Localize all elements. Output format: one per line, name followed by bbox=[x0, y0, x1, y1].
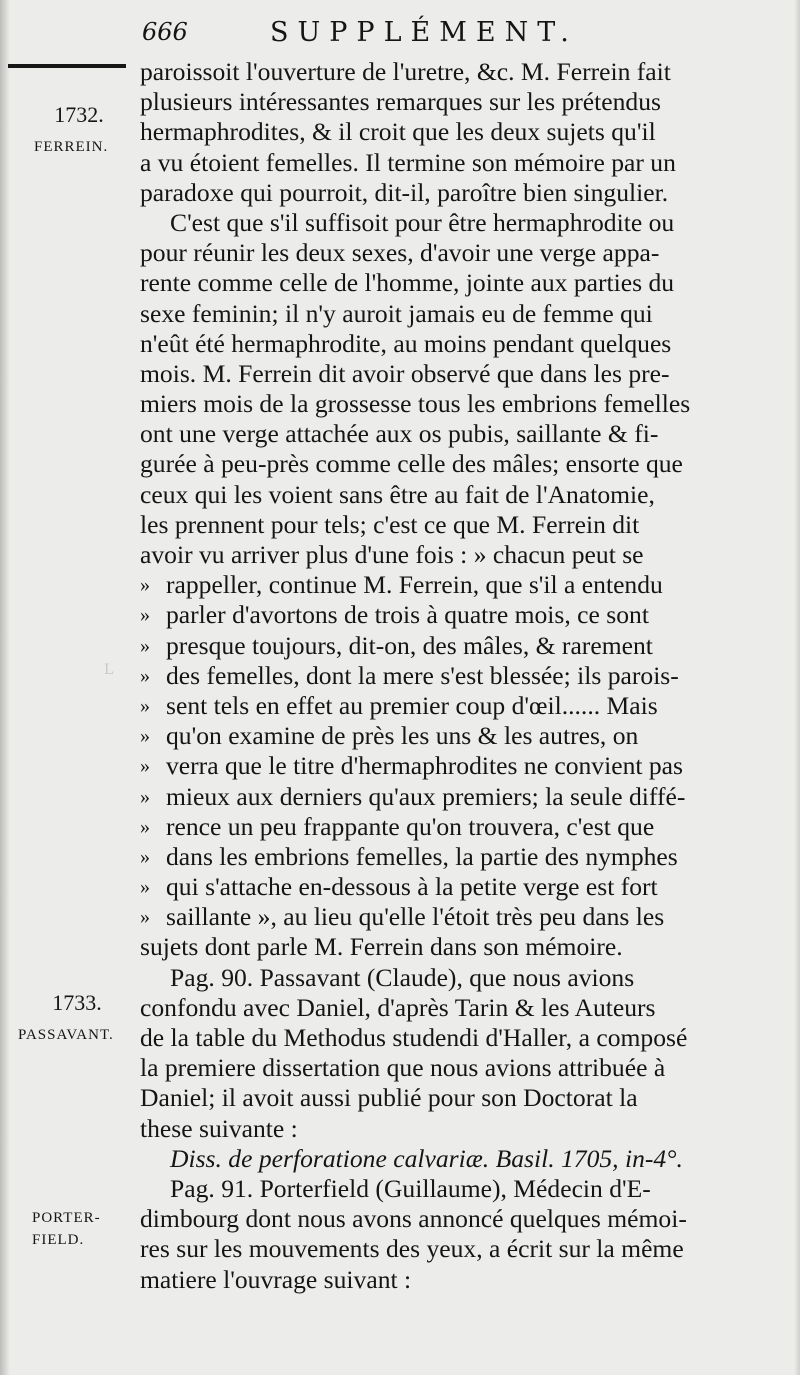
text-line: n'eût été hermaphrodite, au moins pendant quelques bbox=[140, 328, 672, 358]
paragraph-start-line: C'est que s'il suffisoit pour être hermaphrodite ou bbox=[170, 207, 675, 237]
text-line: paradoxe qui pourroit, dit-il, paroître bien singulier. bbox=[140, 177, 669, 207]
quoted-line: » saillante », au lieu qu'elle l'étoit très peu dans les bbox=[140, 902, 760, 932]
running-head: SUPPLÉMENT. bbox=[270, 17, 578, 48]
quoted-line: » rappeller, continue M. Ferrein, que s'il a entendu bbox=[140, 570, 760, 600]
text-line: avoir vu arriver plus d'une fois : » chacun peut se bbox=[140, 540, 644, 569]
text-line: Daniel; il avoit aussi publié pour son Doctorat la bbox=[140, 1083, 638, 1113]
margin-name: PASSAVANT. bbox=[18, 1027, 114, 1043]
text-line: rente comme celle de l'homme, jointe aux parties du bbox=[140, 268, 675, 298]
page-gutter-shadow bbox=[0, 0, 10, 1375]
quoted-line: » verra que le titre d'hermaphrodites ne convient pas bbox=[140, 751, 760, 781]
quoted-line: » des femelles, dont la mere s'est blessée; ils parois- bbox=[140, 661, 760, 691]
quoted-line: » parler d'avortons de trois à quatre mois, ce sont bbox=[140, 600, 760, 630]
text-line: pour réunir les deux sexes, d'avoir une verge appa- bbox=[140, 238, 660, 268]
text-line: matiere l'ouvrage suivant : bbox=[140, 1264, 412, 1294]
quoted-line: » sent tels en effet au premier coup d'œil...... Mais bbox=[140, 691, 760, 721]
text-line: a vu étoient femelles. Il termine son mémoire par un bbox=[140, 147, 676, 177]
margin-name-continued: FIELD. bbox=[32, 1232, 85, 1248]
text-line: la premiere dissertation que nous avions attribuée à bbox=[140, 1053, 666, 1083]
text-line: ceux qui les voient sans être au fait de l'Anatomie, bbox=[140, 479, 655, 509]
quoted-line: » qui s'attache en-dessous à la petite verge est fort bbox=[140, 872, 760, 902]
margin-name: FERREIN. bbox=[34, 139, 109, 155]
margin-note-porterfield bbox=[32, 1210, 122, 1249]
margin-year: 1733. bbox=[52, 990, 102, 1015]
text-line: de la table du Methodus studendi d'Haller, a composé bbox=[140, 1023, 688, 1052]
page-edge-shadow bbox=[794, 0, 800, 1375]
margin-name: PORTER- bbox=[32, 1210, 101, 1226]
margin-year: 1732. bbox=[54, 102, 104, 127]
text-line: confondu avec Daniel, d'après Tarin & les Auteurs bbox=[140, 992, 656, 1022]
margin-rule bbox=[8, 64, 126, 68]
text-line: sexe feminin; il n'y auroit jamais eu de femme qui bbox=[140, 298, 653, 328]
margin-note-ferrein bbox=[34, 102, 124, 156]
text-line: mois. M. Ferrein dit avoir observé que dans les pre- bbox=[140, 358, 670, 388]
text-line: ont une verge attachée aux os pubis, saillante & fi- bbox=[140, 419, 659, 449]
text-line: gurée à peu-près comme celle des mâles; ensorte que bbox=[140, 449, 683, 479]
page-number: 666 bbox=[142, 18, 188, 46]
show-through-text: L bbox=[104, 662, 115, 678]
citation-line: Diss. de perforatione calvariæ. Basil. 1705, in-4°. bbox=[170, 1143, 683, 1173]
text-line: res sur les mouvements des yeux, a écrit sur la même bbox=[140, 1234, 684, 1264]
quoted-line: » qu'on examine de près les uns & les autres, on bbox=[140, 721, 760, 751]
text-line: dimbourg dont nous avons annoncé quelques mémoi- bbox=[140, 1204, 687, 1234]
paragraph-start-line: Pag. 91. Porterfield (Guillaume), Médecin d'E- bbox=[170, 1173, 651, 1203]
paragraph-start-line: Pag. 90. Passavant (Claude), que nous avions bbox=[170, 962, 635, 992]
text-line: sujets dont parle M. Ferrein dans son mémoire. bbox=[140, 932, 623, 962]
quoted-line: » mieux aux derniers qu'aux premiers; la seule diffé- bbox=[140, 782, 760, 812]
margin-note-passavant bbox=[18, 990, 136, 1044]
body-text bbox=[140, 57, 760, 1295]
text-line: les prennent pour tels; c'est ce que M. Ferrein dit bbox=[140, 509, 640, 539]
text-line: these suivante : bbox=[140, 1113, 298, 1143]
text-line: plusieurs intéressantes remarques sur les prétendus bbox=[140, 87, 661, 117]
quoted-line: » rence un peu frappante qu'on trouvera, c'est que bbox=[140, 812, 760, 842]
quoted-line: » dans les embrions femelles, la partie des nymphes bbox=[140, 842, 760, 872]
text-line: paroissoit l'ouverture de l'uretre, &c. M. Ferrein fait bbox=[140, 57, 671, 86]
quoted-line: » presque toujours, dit-on, des mâles, & rarement bbox=[140, 631, 760, 661]
text-line: miers mois de la grossesse tous les embrions femelles bbox=[140, 389, 691, 419]
text-line: hermaphrodites, & il croit que les deux sujets qu'il bbox=[140, 117, 656, 147]
